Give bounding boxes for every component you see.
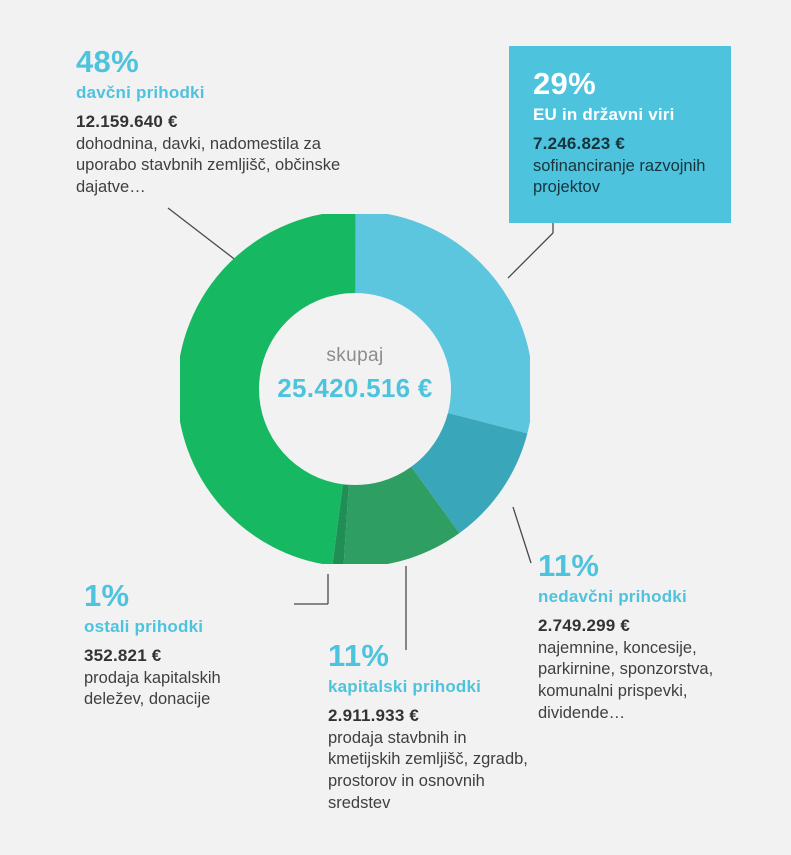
callout-nedavcni-prihodki — [538, 550, 773, 725]
donut-chart — [180, 214, 530, 564]
callout-description: dohodnina, davki, nadomestila za uporabo stavbnih zemljišč, občinske dajatve… — [76, 134, 341, 197]
callout-amount: 7.246.823 € — [533, 133, 626, 153]
callout-category: EU in državni viri — [533, 104, 675, 124]
callout-percent: 11% — [328, 638, 390, 673]
callout-category: kapitalski prihodki — [328, 676, 482, 696]
callout-amount: 2.911.933 € — [328, 705, 420, 725]
callout-percent: 29% — [533, 66, 596, 101]
callout-description: prodaja stavbnih in kmetijskih zemljišč, zgradb, prostorov in osnovnih sredstev — [328, 728, 528, 813]
callout-percent: 11% — [538, 548, 600, 583]
callout-amount: 2.749.299 € — [538, 615, 631, 635]
callout-description: sofinanciranje razvojnih projektov — [533, 156, 706, 197]
callout-ostali-prihodki — [84, 580, 284, 711]
callout-amount: 352.821 € — [84, 645, 162, 665]
callout-amount: 12.159.640 € — [76, 111, 178, 131]
callout-description: najemnine, koncesije, parkirnine, sponzorstva, komunalni prispevki, dividende… — [538, 638, 714, 723]
callout-description: prodaja kapitalskih deležev, donacije — [84, 668, 221, 709]
callout-kapitalski-prihodki — [328, 640, 528, 815]
center-total-value: 25.420.516 € — [277, 373, 433, 403]
callout-davcni-prihodki — [76, 46, 376, 199]
callout-eu-in-drzavni-viri — [509, 46, 731, 223]
callout-percent: 1% — [84, 578, 130, 613]
callout-category: ostali prihodki — [84, 616, 204, 636]
callout-percent: 48% — [76, 44, 139, 79]
center-total-caption: skupaj — [326, 345, 384, 366]
callout-category: davčni prihodki — [76, 82, 205, 102]
callout-category: nedavčni prihodki — [538, 586, 687, 606]
